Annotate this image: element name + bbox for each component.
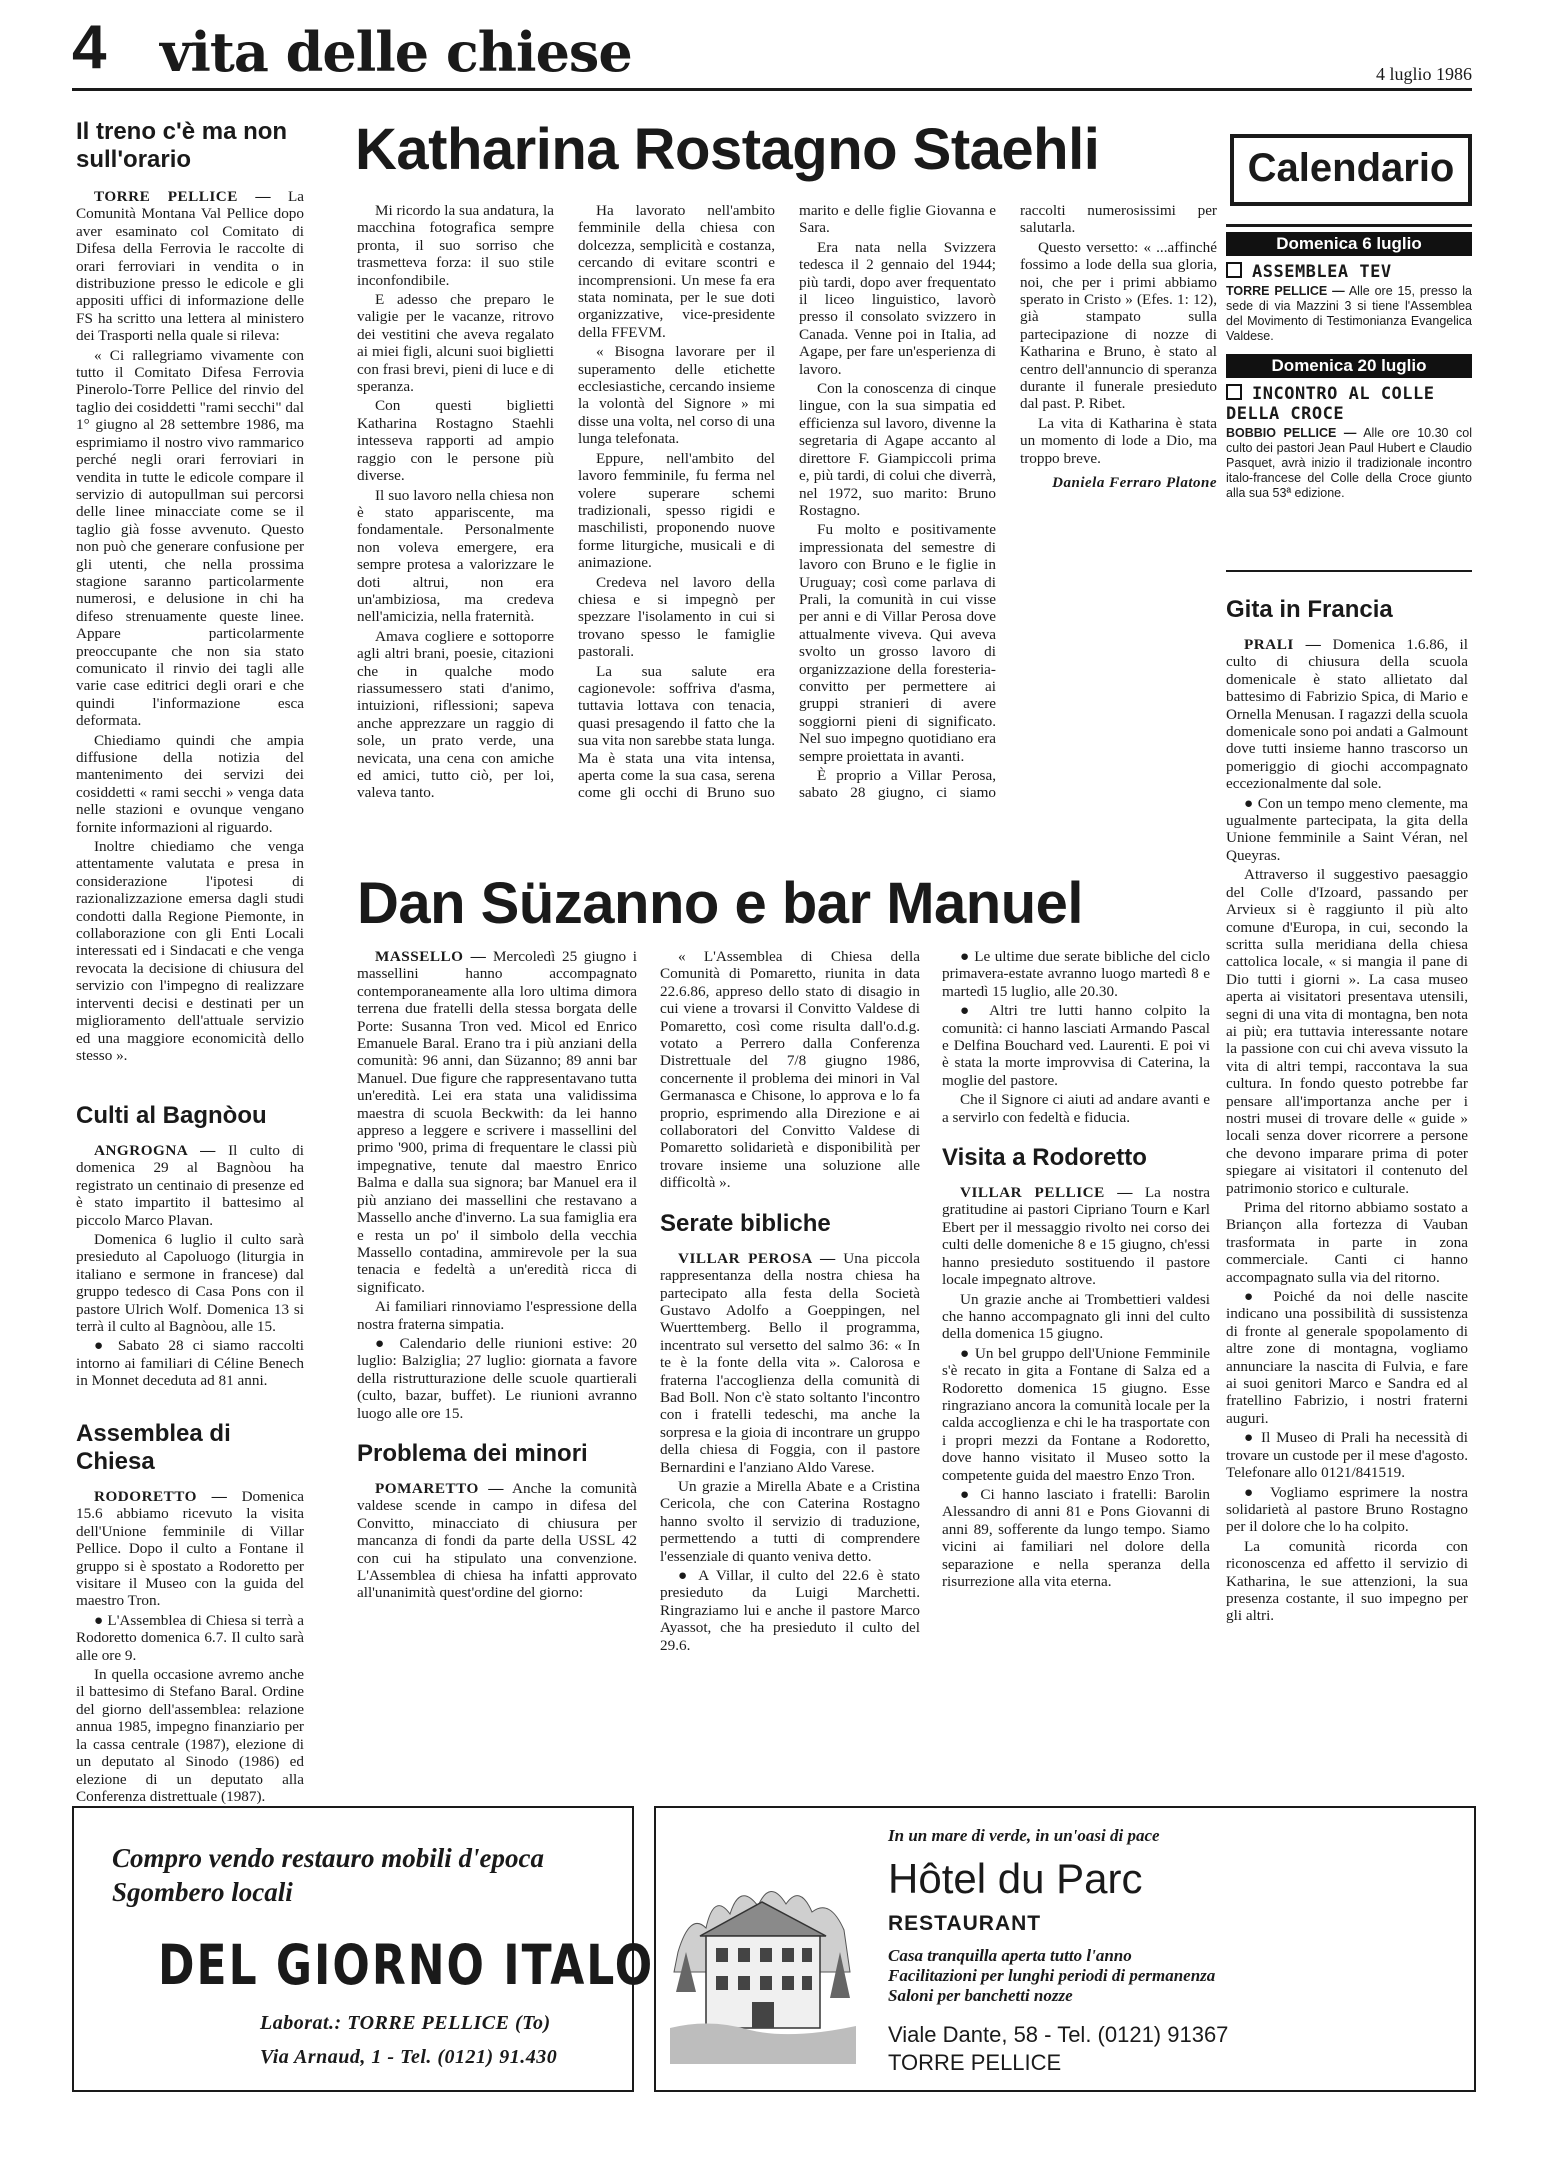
article-treno [76, 118, 304, 1066]
paragraph: ● Con un tempo meno clemente, ma ugualmente partecipata, la gita della Unione femminile a Saint Véran, nel Queyras. [1226, 794, 1468, 864]
paragraph: Anche la comunità valdese scende in campo in difesa del Convitto, minacciato di chiusura per mancanza di fondi da parte della USSL 42 con cui ha stipulato una convenzione. L'Assemblea di chiesa ha infatti approvato all'unanimità quest'ordine del giorno: [357, 1479, 637, 1602]
article-title: Gita in Francia [1226, 596, 1393, 623]
article-body [1226, 636, 1468, 1625]
paragraph: Un grazie a Mirella Abate e a Cristina Cericola, che con Caterina Rostagno hanno svolto il servizio di traduzione, permettendo a tutti di comprendere l'essenziale di quanto veniva detto. [660, 1477, 920, 1565]
dateline: MASSELLO — [375, 948, 487, 965]
event-title: INCONTRO AL COLLE DELLA CROCE [1226, 384, 1435, 424]
paragraph: La comunità ricorda con riconoscenza ed affetto il servizio di Katharina, le sue attenzioni, la sua presenza costante, il suo impegno per gli altri. [1226, 1537, 1468, 1625]
ad-lab: Laborat.: TORRE PELLICE (To) [260, 2012, 551, 2034]
paragraph: È proprio a Villar Perosa, sabato 28 giugno, ci siamo raccolti numerosissimi per salutarla. [799, 202, 1217, 802]
article-assemblea [76, 1420, 304, 1807]
event-text: BOBBIO PELLICE — Alle ore 10.30 col culto dei pastori Jean Paul Hubert e Claudio Pasquet, avrà inizio il tradizionale incontro italo-francese del Colle della Croce giunto alla sua 53ª edizione. [1226, 426, 1472, 500]
paragraph: ● Un bel gruppo dell'Unione Femminile s'è recato in gita a Fontane di Salza ed a Rodoretto domenica 15 giugno. Esse ringraziano ancora la comunità locale per la calda accoglienza e chi le ha trasportate con i propri mezzi da Fontane a Rodoretto, dove hanno visitato il Museo sotto la competente guida del maestro Enzo Tron. [942, 1344, 1210, 1484]
article-title: Assemblea di Chiesa [76, 1420, 231, 1475]
article-title-minori: Problema dei minori [357, 1439, 588, 1467]
divider [1226, 224, 1472, 227]
hotel-illustration [670, 1832, 856, 2064]
paragraph: Mercoledì 25 giugno i massellini hanno accompagnato contemporaneamente alla loro ultima dimora terrena due fratelli della stessa borgata delle Porte: Susanna Tron ved. Micol ed Enrico Emanuele Baral. Erano tra i più anziani della comunità: 96 anni, dan Süzanno; 89 anni bar Manuel. Due figure che rappresentavano tutta un'eredità. Lei era stata una validissima maestra di scuola Beckwith: da lei hanno appreso a leggere e scrivere i massellini del primo '900, prima di frequentare le classi più impegnative, tenute dal maestro Enrico Balma e dalla sua signora; bar Manuel era il più anziano dei massellini che restavano a Massello anche d'inverno. La sua famiglia era e resta un po' il simbolo della vecchia Massello contadina, ammirevole per la sua tenacia e fedeltà a un'eredità ricca di significato. [357, 948, 637, 1296]
paragraph: La vita di Katharina è stata un momento di lode a Dio, ma troppo breve. [1020, 414, 1217, 467]
paragraph: Fu molto e positivamente impressionata del semestre di lavoro con Bruno e le figlie in Uruguay; così come parlava di Prali, la comunità in cui visse per anni e di Villar Perosa dove attualmente viveva. Qui aveva svolto un grosso lavoro di organizzazione della foresteria-convitto per permettere ai gruppi stranieri di avere soggiorni pieni di significato. Nel suo impegno quotidiano era sempre proiettata in avanti. [799, 521, 996, 765]
paragraph: ● Altri tre lutti hanno colpito la comunità: ci hanno lasciati Armando Pascal e Delfina Bouchard ved. Laurenti. E poi vi è stata la morte improvvisa di Caterina, la moglie del pastore. [942, 1002, 1210, 1089]
ad-address: Via Arnaud, 1 - Tel. (0121) 91.430 [260, 2046, 558, 2068]
paragraph: Con la conoscenza di cinque lingue, con la sua simpatia ed efficienza sul lavoro, divenne la segretaria di Agape accanto al direttore F. Giampiccoli prima e, più tardi, di colui che diverrà, nel 1972, suo marito: Bruno Rostagno. [799, 380, 996, 519]
paragraph: ● A Villar, il culto del 22.6 è stato presieduto da Luigi Marchetti. Ringraziamo lui e anche il pastore Marco Ayassot, che ha presieduto il culto del 29.6. [660, 1567, 920, 1654]
headline-dan-suzanno: Dan Süzanno e bar Manuel [357, 871, 1083, 936]
ad-hotel-du-parc [654, 1806, 1476, 2092]
paragraph: Una piccola rappresentanza della nostra chiesa ha partecipato alla festa della Società Gustavo Adolfo a Goeppingen, nel Wuerttemberg. Bello il programma, incentrato sul versetto del salmo 36: « In te è la fonte della vita ». Calorosa e fraterna l'accoglienza della comunità di Bad Boll. Non c'è stato soltanto l'incontro con i fratelli tedeschi, ma anche la sorpresa e la gioia di incontrare un gruppo della chiesa di Foggia, con il pastore Bernardini e l'anziano Aldo Varese. [660, 1249, 920, 1476]
dateline: VILLAR PELLICE — [960, 1184, 1133, 1202]
article-serate-cont [942, 948, 1210, 1592]
event-text: TORRE PELLICE — Alle ore 15, presso la sede di via Mazzini 3 si tiene l'Assemblea del Movimento di Testimonianza Evangelica Valdese. [1226, 284, 1472, 343]
event-date: Domenica 6 luglio [1226, 232, 1472, 256]
paragraph: In quella occasione avremo anche il battesimo di Stefano Baral. Ordine del giorno dell'assemblea: relazione annua 1985, impegno finanziario per la cassa centrale (1987), elezione di un deputato al Sinodo (1986) ed elezione di un deputato alla Conferenza distrettuale (1987). [76, 1666, 304, 1805]
paragraph: ● Il Museo di Prali ha necessità di trovare un custode per il mese d'agosto. Telefonare allo 0121/841519. [1226, 1429, 1468, 1482]
checkbox-icon [1226, 384, 1242, 400]
paragraph: Credeva nel lavoro della chiesa e si impegnò per spezzare l'isolamento in cui si trovano spesso le famiglie pastorali. [578, 573, 775, 661]
paragraph: « L'Assemblea di Chiesa della Comunità di Pomaretto, riunita in data 22.6.86, appreso dello stato di disagio in cui viene a trovarsi il Convitto Valdese di Pomaretto, così come risulta dall'o.d.g. votato a Perrero dalla Conferenza Distrettuale del 7/8 giugno 1986, concernente il problema dei minori in Val Germanasca e Chisone, lo approva e lo fa proprio, esprimendo alla Direzione e ai collaboratori del Convitto Valdese di Pomaretto solidarietà e disponibilità per trovare insieme una soluzione alle difficoltà ». [660, 948, 920, 1192]
paragraph: Ai familiari rinnoviamo l'espressione della nostra fraterna simpatia. [357, 1298, 637, 1333]
calendario-events [1226, 232, 1472, 501]
paragraph: Prima del ritorno abbiamo sostato a Briançon alla fortezza di Vauban trasformata in parte in zona commerciale. Canti ci hanno accompagnato sulla via del ritorno. [1226, 1199, 1468, 1286]
paragraph: Chiediamo quindi che ampia diffusione della notizia del mantenimento dei servizi dei cosiddetti « rami secchi » venga data nelle stazioni e ovunque vengano fornite informazioni al riguardo. [76, 731, 304, 836]
article-title-serate: Serate bibliche [660, 1209, 831, 1237]
paragraph: « Ci rallegriamo vivamente con tutto il Comitato Difesa Ferrovia Pinerolo-Torre Pellice del rinvio del taglio dei cosiddetti "rami secchi" dal 1° giugno al 28 settembre 1986, ma esprimiamo il nostro vivo rammarico perché negli orari ferroviari in vendita in tutte le edicole compare il servizio di autopullman sui percorsi delle linee minacciate come se il taglio già fosse avvenuto. Questo non può che generare confusione per gli utenti, che nella prossima stagione saranno particolarmente numerosi, e delusione in chi ha difeso strenuamente queste linee. Appare particolarmente preoccupante che non sia stato comunicato il rinvio dei tagli alle varie case editrici degli orari e che quindi l'informazione esca deformata. [76, 346, 304, 730]
paragraph: Ha lavorato nell'ambito femminile della chiesa con dolcezza, semplicità e costanza, cercando di evitare scontri e incomprensioni. Un mese fa era stata nominata, per le sue doti organizzative, vice-presidente della FFEVM. [578, 202, 775, 341]
ad-feature: Facilitazioni per lunghi periodi di permanenza [888, 1966, 1216, 1985]
paragraph: ● Sabato 28 ci siamo raccolti intorno ai familiari di Céline Benech in Monnet deceduta ad 81 anni. [76, 1337, 304, 1390]
ad-brand-name: DEL GIORNO ITALO [158, 1934, 655, 1998]
paragraph: La Comunità Montana Val Pellice dopo aver esaminato col Comitato di Difesa della Ferrovia le raccolte di orari ferroviari in vendita o in distribuzione presso le edicole e gli appositi uffici di informazione delle FS ha scritto una lettera al ministero dei Trasporti nella quale si rileva: [76, 188, 304, 345]
page-number: 4 [72, 13, 107, 82]
article-title-rodoretto: Visita a Rodoretto [942, 1144, 1147, 1172]
dateline: PRALI — [1244, 636, 1322, 653]
section-title: vita delle chiese [160, 20, 632, 84]
ad-feature: Saloni per banchetti nozze [888, 1986, 1073, 2005]
ad-address: Viale Dante, 58 - Tel. (0121) 91367 [888, 2022, 1229, 2047]
event-title: ASSEMBLEA TEV [1226, 262, 1472, 282]
paragraph: ● Vogliamo esprimere la nostra solidarietà al pastore Bruno Rostagno per il dolore che lo ha colpito. [1226, 1483, 1468, 1536]
dateline: ANGROGNA — [94, 1142, 216, 1159]
article-title: Il treno c'è ma non sull'orario [76, 118, 288, 173]
issue-date: 4 luglio 1986 [1375, 64, 1472, 84]
ad-brand-name: Hôtel du Parc [888, 1855, 1143, 1902]
checkbox-icon [1226, 262, 1242, 278]
ad-line: Compro vendo restauro mobili d'epoca [112, 1843, 544, 1873]
paragraph: Domenica 6 luglio il culto sarà presieduto al Capoluogo (liturgia in italiano e sermone in francese) dal gruppo tedesco di Casa Pons con il pastore Ulrich Wolf. Domenica 13 si terrà il culto al Bagnòou, alle 15. [76, 1231, 304, 1336]
ad-slogan: In un mare di verde, in un'oasi di pace [888, 1826, 1160, 1845]
paragraph: ● Poiché da noi delle nascite indicano una possibilità di sussistenza di fronte al generale spopolamento di altre zone di montagna, vogliamo annunciare la nascita di Fulvia, e fare ai suoi genitori Marco e Sandra ed al fratellino Fabrizio, i nostri fraterni auguri. [1226, 1288, 1468, 1427]
paragraph: La nostra gratitudine ai pastori Cipriano Tourn e Karl Ebert per il messaggio rivolto nei corso dei culti delle domeniche 8 e 15 giugno, ch'essi hanno presieduto sostituendo il pastore locale impegnato altrove. [942, 1184, 1211, 1289]
masthead-rule [72, 88, 1472, 91]
paragraph: ● Ci hanno lasciato i fratelli: Barolin Alessandro di anni 81 e Pons Giovanni di anni 89, sofferente da lungo tempo. Siamo vicini ai familiari nel dolore della separazione e nella speranza della risurrezione alla vita eterna. [942, 1485, 1210, 1590]
paragraph: Domenica 1.6.86, il culto di chiusura della scuola domenicale è stato allietato dal battesimo di Fabrizio Spica, di Mario e Ornella Menusan. I ragazzi della scuola domenicale sono poi andati a Galmount dove tutti insieme hanno trascorso un pomeriggio di giochi accompagnato eccezionalmente dal sole. [1226, 636, 1468, 793]
divider [1226, 570, 1472, 572]
article-katharina [357, 202, 1217, 834]
event-date: Domenica 20 luglio [1226, 354, 1472, 378]
article-dan-suzanno [357, 948, 637, 1604]
paragraph: E adesso che preparo le valigie per le vacanze, ritrovo dei vestitini che aveva regalato ai miei figli, alcuni suoi biglietti con frasi brevi, pieni di luce e di speranza. [357, 291, 554, 396]
paragraph: Questo versetto: « ...affinché fossimo a lode della sua gloria, noi, che per i primi abbiamo sperato in Cristo » (Efes. 1: 12), già stampato sulla partecipazione di nozze di Katharina e Bruno, è stato al centro dell'annuncio di speranza durante il funerale presieduto dal past. P. Ribet. [1020, 238, 1217, 413]
ad-city: TORRE PELLICE [888, 2050, 1062, 2075]
paragraph: Inoltre chiediamo che venga attentamente valutata e presa in considerazione l'ipotesi di razionalizzazione emersa dagli studi condotti dalla Regione Piemonte, in collaborazione con gli Enti Locali interessati ed i Sindacati e che venga revocata la decisione di chiusura del servizio con l'impegno di realizzare interventi decisi e destinati per un miglioramento dell'attuale servizio ed una maggiore economicità dello stesso ». [76, 838, 304, 1064]
paragraph: Con questi biglietti Katharina Rostagno Staehli intesseva rapporti ad ampio raggio con le persone più diverse. [357, 397, 554, 485]
paragraph: ● Le ultime due serate bibliche del ciclo primavera-estate avranno luogo martedì 8 e martedì 15 luglio, alle 20.30. [942, 948, 1210, 1000]
paragraph: Domenica 15.6 abbiamo ricevuto la visita dell'Unione femminile di Villar Pellice. Dopo il culto a Fontane il gruppo si è spostato a Rodoretto per visitare il Museo con la guida del maestro Tron. [76, 1488, 304, 1610]
paragraph: La sua salute era cagionevole: soffriva d'asma, tuttavia lottava con tenacia, quasi presagendo il fatto che la sua vita non sarebbe stata lunga. Ma è stata una vita intensa, aperta come la sua casa, serena come gli occhi di Bruno suo marito e delle figlie Giovanna e Sara. [578, 202, 996, 802]
ad-del-giorno-italo [72, 1806, 655, 2092]
paragraph: Amava cogliere e sottoporre agli altri brani, poesie, citazioni che in qualche modo riassumessero stati d'animo, intuizioni, riflessioni; sapeva anche apprezzare un raggio di sole, un prato verde, una nevicata, una cena con amiche ed amici, tutto ciò, per loi, valeva tanto. [357, 627, 554, 802]
headline-katharina: Katharina Rostagno Staehli [355, 117, 1100, 182]
ad-feature: Casa tranquilla aperta tutto l'anno [888, 1946, 1132, 1965]
paragraph: ● L'Assemblea di Chiesa si terrà a Rodoretto domenica 6.7. Il culto sarà alle ore 9. [76, 1611, 304, 1664]
article-body [76, 1142, 304, 1390]
paragraph: Mi ricordo la sua andatura, la macchina fotografica sempre pronta, il suo sorriso che trasmetteva forza: il suo stile inconfondibile. [357, 202, 554, 289]
article-gita [1226, 596, 1468, 1627]
article-title: Culti al Bagnòou [76, 1102, 267, 1129]
article-body [76, 188, 304, 1064]
paragraph: Era nata nella Svizzera tedesca il 2 gennaio del 1944; più tardi, dopo aver frequentato il liceo linguistico, lavorò presso il consolato svizzero in Canada. Venne poi in Italia, ad Agape, per fare un'esperienza di lavoro. [799, 238, 996, 378]
article-culti [76, 1102, 304, 1392]
paragraph: ● Calendario delle riunioni estive: 20 luglio: Balziglia; 27 luglio: giornata a favore della ristrutturazione delle scuole quartierali (culto, bazar, buffet). Le riunioni avranno luogo alle ore 15. [357, 1334, 637, 1422]
ad-line: Sgombero locali [112, 1877, 293, 1907]
dateline: VILLAR PEROSA — [678, 1249, 836, 1267]
paragraph: « Bisogna lavorare per il superamento delle etichette ecclesiastiche, cercando insieme la volontà del Signore » mi disse una volta, nel corso di una lunga telefonata. [578, 343, 775, 448]
dateline: RODORETTO — [94, 1488, 228, 1505]
paragraph: Che il Signore ci aiuti ad andare avanti e a servirlo con fedeltà e fiducia. [942, 1091, 1210, 1126]
dateline: TORRE PELLICE — [94, 188, 272, 205]
dateline: POMARETTO — [375, 1479, 504, 1497]
article-body [76, 1488, 304, 1805]
article-minori-cont [660, 948, 920, 1656]
paragraph: Il suo lavoro nella chiesa non è stato appariscente, ma fondamentale. Personalmente non voleva emergere, era sempre protesa a valorizzare le doti altrui, non era un'ambiziosa, ma credeva nell'amicizia, nella fraternità. [357, 486, 554, 626]
paragraph: Attraverso il suggestivo paesaggio del Colle d'Izoard, passando per Arvieux si è raggiunto il più alto comune d'Europa, in cui, secondo la scritta sulla meridiana della chiesa cattolica locale, « si mangia il pane di Dio tutti i giorni ». La casa museo aperta ai visitatori presentava utensili, segni di una vita di montagna, ben nota ai più; era tuttavia interessante notare la passione con cui chi aveva vissuto la vita di altri tempi, raccontava la sua cultura. In fondo questo potrebbe far pensare all'importanza anche per i nostri musei di trovare delle « guide » locali senza dover ricorrere a persone che devono imparare prima di poter spiegare ai visitatori il contenuto del patrimonio storico e culturale. [1226, 866, 1468, 1197]
ad-subtitle: RESTAURANT [888, 1912, 1042, 1935]
calendario-title: Calendario [1230, 134, 1472, 206]
paragraph: Un grazie anche ai Trombettieri valdesi che hanno accompagnato gli inni del culto della domenica 15 giugno. [942, 1290, 1210, 1343]
byline: Daniela Ferraro Platone [1052, 475, 1217, 492]
ad-features [888, 1946, 1215, 2006]
paragraph: Eppure, nell'ambito del lavoro femminile, fu ferma nel volere superare schemi tradizionali, spesso rigidi e maschilisti, proponendo nuove forme liturgiche, musicali e di animazione. [578, 449, 775, 572]
paragraph: Il culto di domenica 29 al Bagnòou ha registrato un centinaio di presenze ed è stato impartito il battesimo al piccolo Marco Plavan. [76, 1142, 304, 1229]
